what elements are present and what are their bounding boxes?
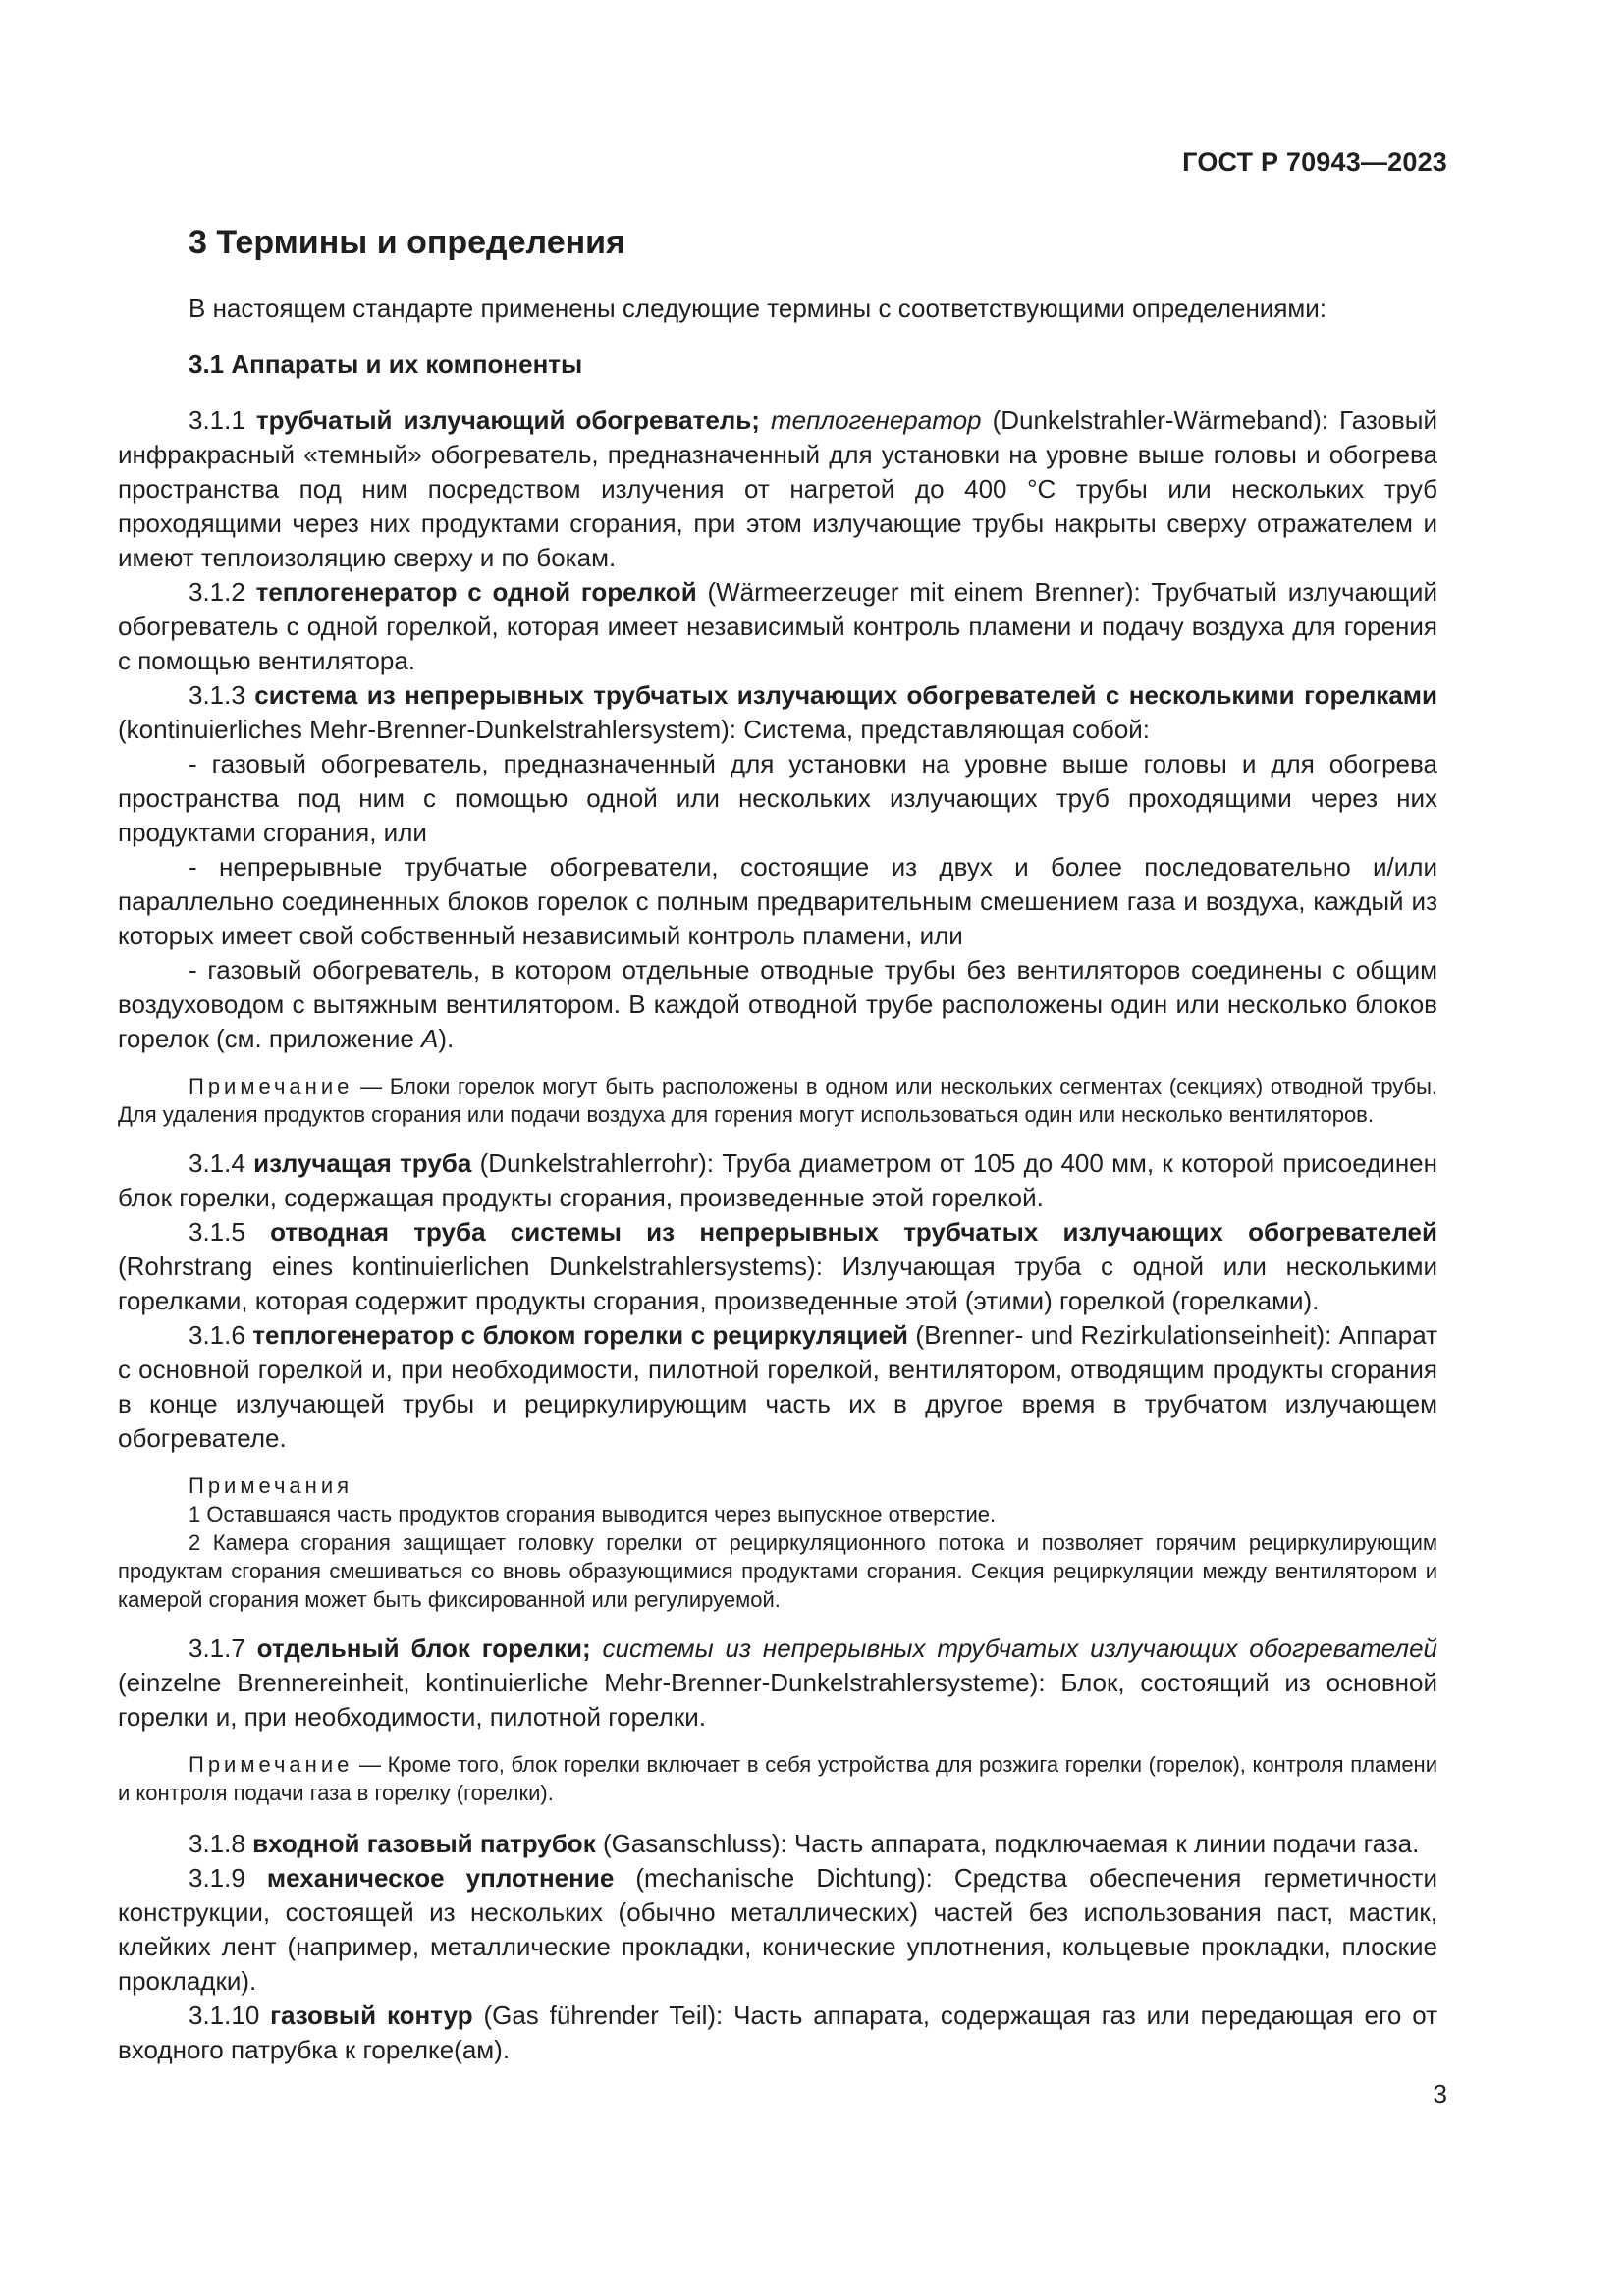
term-name: теплогенератор с одной горелкой: [255, 577, 697, 607]
notes-label-text: Примечания: [189, 1473, 353, 1498]
term-3-1-4: [118, 1147, 1437, 1215]
term-3-1-10: [118, 1999, 1437, 2067]
document-header: ГОСТ Р 70943—2023: [1182, 147, 1447, 177]
term-name: система из непрерывных трубчатых излучающих обогревателей с несколькими горелками: [254, 680, 1437, 710]
term-3-1-2: [118, 575, 1437, 678]
term-definition: (Rohrstrang eines kontinuierlichen Dunkelstrahlersystems): Излучающая труба с одной или несколькими горелками, которая содержит продукты сгорания, произведенные этой (этими) горелкой (горелками).: [118, 1252, 1437, 1315]
term-name: отводная труба системы из непрерывных трубчатых излучающих обогревателей: [270, 1217, 1437, 1247]
term-number: 3.1.1: [189, 405, 256, 435]
term-name: трубчатый излучающий обогреватель;: [255, 405, 760, 435]
section-title: 3 Термины и определения: [189, 224, 625, 261]
note-text: — Блоки горелок могут быть расположены в одном или нескольких сегментах (секциях) отводной трубы. Для удаления продуктов сгорания или подачи воздуха для горения могут использоваться один или несколько вентиляторов.: [118, 1074, 1437, 1127]
term-number: 3.1.9: [189, 1863, 267, 1893]
term-number: 3.1.6: [189, 1320, 253, 1350]
term-number: 3.1.5: [189, 1217, 271, 1247]
term-number: 3.1.4: [189, 1148, 254, 1178]
note-3: [118, 1750, 1437, 1807]
item-text: - газовый обогреватель, в котором отдельные отводные трубы без вентиляторов соединены с общим воздуховодом с вытяжным вентилятором. В каждой отводной трубе расположены один или несколько блоков горелок (см. приложение: [118, 955, 1437, 1053]
note-1: [118, 1072, 1437, 1129]
term-3-1-8: [118, 1827, 1437, 1861]
note-label: Примечание: [189, 1074, 353, 1098]
term-definition: (kontinuierliches Mehr-Brenner-Dunkelstrahlersystem): Система, представляющая собой:: [118, 715, 1151, 744]
term-definition: (mechanische Dichtung): Средства обеспечения герметичности конструкции, состоящей из нескольких (обычно металлических) частей без использования паст, мастик, клейких лент (например, металлические прокладки, конические уплотнения, кольцевые прокладки, плоские прокладки).: [118, 1863, 1437, 1996]
term-definition: (Dunkelstrahler-Wärmeband): Газовый инфракрасный «темный» обогреватель, предназначенный для установки на уровне выше головы и обогрева пространства под ним посредством излучения от нагретой до 400 °С трубы или нескольких труб проходящими через них продуктами сгорания, при этом излучающие трубы накрыты сверху отражателем и имеют теплоизоляцию сверху и по бокам.: [118, 405, 1437, 572]
notes-2: [118, 1471, 1437, 1614]
term-definition: (einzelne Brennereinheit, kontinuierliche Mehr-Brenner-Dunkelstrahlersysteme): Блок, состоящий из основной горелки и, при необходимости, пилотной горелки.: [118, 1668, 1437, 1732]
item-text-end: ).: [438, 1024, 455, 1053]
term-definition: (Gas führender Teil): Часть аппарата, содержащая газ или передающая его от входного патрубка к горелке(ам).: [118, 2001, 1437, 2064]
term-number: 3.1.10: [189, 2001, 271, 2030]
term-definition: (Brenner- und Rezirkulationseinheit): Аппарат с основной горелкой и, при необходимости, пилотной горелкой, вентилятором, отводящим продукты сгорания в конце излучающей трубы и рециркулирующим часть их в другое время в трубчатом излучающем обогревателе.: [118, 1320, 1437, 1453]
term-definition: (Dunkelstrahlerrohr): Труба диаметром от 105 до 400 мм, к которой присоединен блок горелки, содержащая продукты сгорания, произведенные этой горелкой.: [118, 1148, 1437, 1212]
note-text: — Кроме того, блок горелки включает в себя устройства для розжига горелки (горелок), контроля пламени и контроля подачи газа в горелку (горелки).: [118, 1752, 1437, 1805]
term-definition: (Wärmeerzeuger mit einem Brenner): Трубчатый излучающий обогреватель с одной горелкой, которая имеет независимый контроль пламени и подачу воздуха для горения с помощью вентилятора.: [118, 577, 1437, 675]
term-3-1-9: [118, 1861, 1437, 1999]
term-name: отдельный блок горелки;: [256, 1633, 591, 1663]
term-3-1-1: [118, 403, 1437, 575]
term-number: 3.1.7: [189, 1633, 257, 1663]
term-3-1-3-item: [118, 953, 1437, 1056]
term-synonym: системы из непрерывных трубчатых излучающих обогревателей: [590, 1633, 1437, 1663]
appendix-reference: А: [421, 1024, 439, 1053]
term-3-1-3-item: - газовый обогреватель, предназначенный для установки на уровне выше головы и для обогрева пространства под ним с помощью одной или нескольких излучающих труб проходящими через них продуктами сгорания, или: [118, 749, 1437, 847]
term-3-1-6: [118, 1318, 1437, 1456]
section-intro: В настоящем стандарте применены следующие термины с соответствующими определениями:: [189, 294, 1327, 323]
term-3-1-3: [118, 678, 1437, 747]
subsection-title: 3.1 Аппараты и их компоненты: [189, 349, 583, 379]
term-name: газовый контур: [270, 2001, 473, 2030]
note-label: Примечание: [189, 1752, 353, 1777]
term-synonym: теплогенератор: [759, 405, 982, 435]
term-definition: (Gasanschluss): Часть аппарата, подключаемая к линии подачи газа.: [595, 1829, 1420, 1858]
term-name: механическое уплотнение: [266, 1863, 615, 1893]
term-number: 3.1.3: [189, 680, 255, 710]
page-number: 3: [1433, 2079, 1447, 2109]
term-3-1-5: [118, 1215, 1437, 1318]
note-item: 2 Камера сгорания защищает головку горелки от рециркуляционного потока и позволяет горячим рециркулирующим продуктам сгорания смешиваться со вновь образующимися продуктами сгорания. Секция рециркуляции между вентилятором и камерой сгорания может быть фиксированной или регулируемой.: [118, 1530, 1437, 1612]
term-number: 3.1.8: [189, 1829, 253, 1858]
page-content: [118, 224, 1437, 2067]
notes-label: [118, 1471, 1437, 1500]
term-number: 3.1.2: [189, 577, 256, 607]
term-name: излучащая труба: [253, 1148, 472, 1178]
term-name: теплогенератор с блоком горелки с рециркуляцией: [252, 1320, 908, 1350]
term-name: входной газовый патрубок: [252, 1829, 596, 1858]
note-item: 1 Оставшаяся часть продуктов сгорания выводится через выпускное отверстие.: [189, 1502, 997, 1526]
term-3-1-3-item: - непрерывные трубчатые обогреватели, состоящие из двух и более последовательно и/или параллельно соединенных блоков горелок с полным предварительным смешением газа и воздуха, каждый из которых имеет свой собственный независимый контроль пламени, или: [118, 852, 1437, 950]
term-3-1-7: [118, 1631, 1437, 1735]
